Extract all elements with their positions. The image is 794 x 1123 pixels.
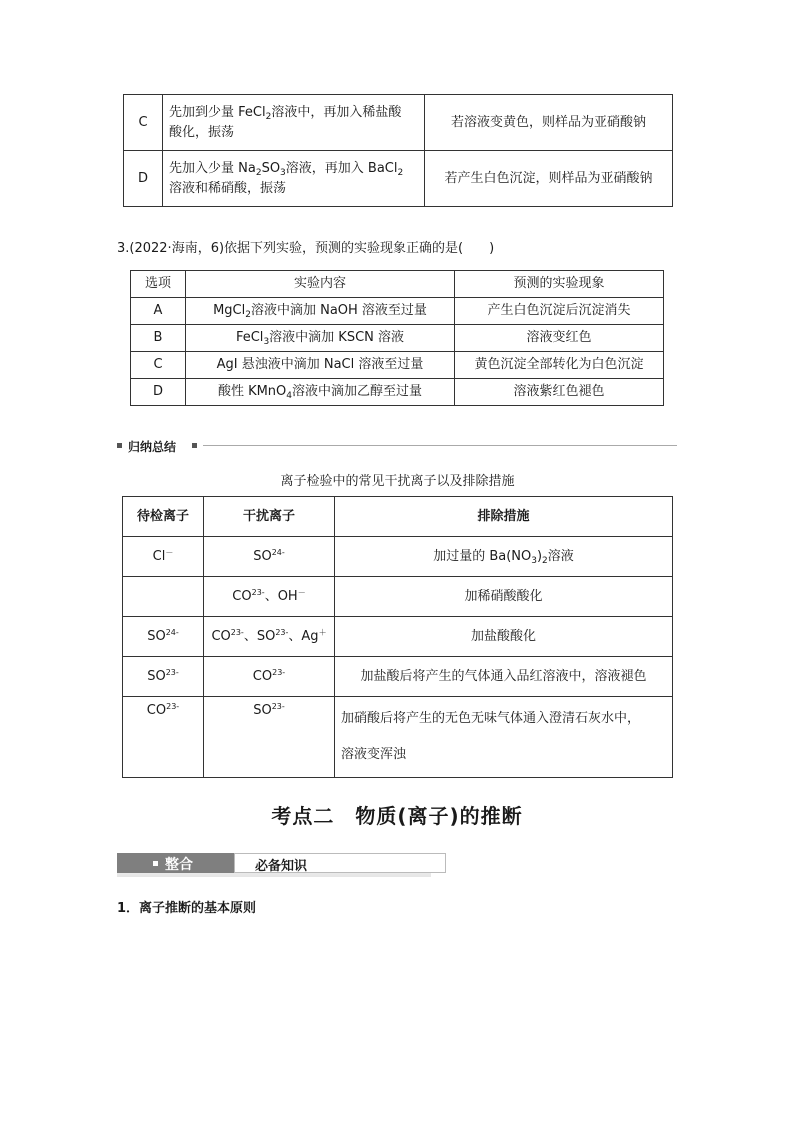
interference-cell (204, 697, 335, 778)
superscript: 24- (165, 627, 179, 637)
table-row (123, 617, 673, 657)
superscript: 23- (165, 667, 179, 677)
content-text: AgI 悬浊液中滴加 NaCl 溶液至过量 (216, 357, 424, 372)
divider (203, 445, 677, 446)
option-cell: C (124, 95, 163, 151)
content-text: 溶液和稀硝酸，振荡 (169, 180, 287, 196)
table-options-continued (123, 94, 673, 207)
result-cell: 黄色沉淀全部转化为白色沉淀 (455, 352, 664, 379)
interference-cell (204, 657, 335, 697)
ion-cell (123, 697, 204, 778)
option-cell: D (124, 151, 163, 207)
result-cell: 溶液变红色 (455, 325, 664, 352)
result-cell: 溶液紫红色褪色 (455, 379, 664, 406)
measure-cell: 加稀硝酸酸化 (335, 577, 673, 617)
column-header: 预测的实验现象 (455, 271, 664, 298)
interference-cell (204, 577, 335, 617)
ion-text: SO (253, 548, 272, 564)
ion-cell (123, 577, 204, 617)
superscript: 24- (271, 547, 285, 557)
column-header: 干扰离子 (204, 497, 335, 537)
summary-label: 归纳总结 (128, 440, 177, 454)
subscript: 3 (263, 337, 270, 347)
ion-text: CO (232, 588, 252, 604)
bullet-square-icon (192, 443, 197, 448)
result-cell: 若产生白色沉淀，则样品为亚硝酸钠 (425, 151, 673, 207)
superscript: 23- (230, 627, 244, 637)
superscript: 23- (272, 667, 286, 677)
measure-text: 加硝酸后将产生的无色无味气体通入澄清石灰水中， (341, 711, 641, 726)
content-text: 先加到少量 FeCl (169, 104, 266, 120)
ion-text: CO (146, 703, 167, 718)
measure-text: ) (536, 548, 543, 564)
measure-text: 加过量的 Ba(NO (433, 548, 532, 564)
table-row (124, 151, 673, 207)
option-cell: B (131, 325, 186, 352)
knowledge-banner (117, 853, 431, 877)
content-text: 先加入少量 Na (169, 160, 256, 176)
content-text: 溶液中滴加 KSCN 溶液 (269, 330, 405, 345)
superscript: － (165, 547, 174, 557)
measure-cell (335, 697, 673, 778)
column-header: 选项 (131, 271, 186, 298)
content-cell (163, 151, 425, 207)
ion-cell (123, 537, 204, 577)
subscript: 3 (531, 555, 537, 566)
measure-text: 溶液变浑浊 (341, 747, 407, 762)
option-cell: C (131, 352, 186, 379)
interference-cell (204, 537, 335, 577)
table-row (123, 537, 673, 577)
question-3: 3.(2022·海南，6)依据下列实验，预测的实验现象正确的是( ) (117, 241, 495, 256)
subscript: 2 (542, 555, 548, 566)
ion-text: 、SO (243, 628, 276, 644)
table-caption: 离子检验中的常见干扰离子以及排除措施 (280, 474, 515, 489)
subscript: 3 (280, 167, 286, 178)
subscript: 2 (397, 167, 404, 178)
ion-text: CO (211, 628, 231, 644)
subscript: 2 (265, 111, 272, 122)
superscript: 23- (271, 702, 285, 711)
table-row (131, 379, 664, 406)
table-row (131, 325, 664, 352)
banner-dark-label: 整合 (165, 857, 193, 873)
section-title: 考点二 物质(离子)的推断 (271, 804, 523, 828)
content-text: MgCl (213, 303, 246, 318)
ion-text: SO (147, 668, 166, 684)
column-header: 待检离子 (123, 497, 204, 537)
content-text: 溶液中滴加乙醇至过量 (292, 384, 423, 399)
content-text: FeCl (235, 330, 264, 345)
superscript: － (297, 587, 306, 597)
content-cell (163, 95, 425, 151)
ion-cell (123, 657, 204, 697)
option-cell: D (131, 379, 186, 406)
content-text: 酸化，振荡 (169, 124, 235, 140)
content-text: 酸性 KMnO (217, 384, 287, 399)
superscript: 23- (251, 587, 265, 597)
summary-header (117, 438, 677, 454)
table-row (131, 352, 664, 379)
subscript: 2 (245, 310, 251, 320)
superscript: 23- (166, 702, 180, 711)
content-text: 溶液，再加入 BaCl (285, 160, 398, 176)
ion-text: SO (147, 628, 166, 644)
superscript: ＋ (318, 627, 327, 637)
superscript: 23- (275, 627, 289, 637)
content-cell (186, 298, 455, 325)
table-experiments (130, 270, 664, 406)
option-cell: A (131, 298, 186, 325)
table-interference-ions (122, 496, 673, 778)
measure-text: 溶液 (547, 548, 574, 564)
subscript: 4 (286, 391, 293, 401)
content-text: 溶液中，再加入稀盐酸 (271, 104, 402, 120)
interference-cell (204, 617, 335, 657)
bullet-square-icon (117, 443, 122, 448)
table-row (131, 298, 664, 325)
ion-text: 、OH (264, 588, 298, 604)
result-cell: 若溶液变黄色，则样品为亚硝酸钠 (425, 95, 673, 151)
banner-light-label: 必备知识 (255, 859, 308, 874)
table-row (123, 697, 673, 778)
ion-text: Cl (152, 548, 166, 564)
column-header: 排除措施 (335, 497, 673, 537)
subscript: 2 (255, 167, 262, 178)
content-cell (186, 325, 455, 352)
ion-text: SO (253, 703, 272, 718)
content-cell (186, 352, 455, 379)
measure-cell: 加盐酸后将产生的气体通入品红溶液中，溶液褪色 (335, 657, 673, 697)
content-text: SO (261, 160, 281, 176)
ion-text: 、Ag (288, 628, 319, 644)
measure-cell (335, 537, 673, 577)
content-text: 溶液中滴加 NaOH 溶液至过量 (250, 303, 427, 318)
measure-cell: 加盐酸酸化 (335, 617, 673, 657)
result-cell: 产生白色沉淀后沉淀消失 (455, 298, 664, 325)
table-row (123, 657, 673, 697)
table-row (123, 577, 673, 617)
list-item: 1．离子推断的基本原则 (117, 901, 257, 916)
table-row (124, 95, 673, 151)
content-cell (186, 379, 455, 406)
ion-text: CO (252, 668, 273, 684)
table-header-row (131, 271, 664, 298)
table-header-row (123, 497, 673, 537)
ion-cell (123, 617, 204, 657)
column-header: 实验内容 (186, 271, 455, 298)
bullet-square-icon (153, 861, 158, 866)
